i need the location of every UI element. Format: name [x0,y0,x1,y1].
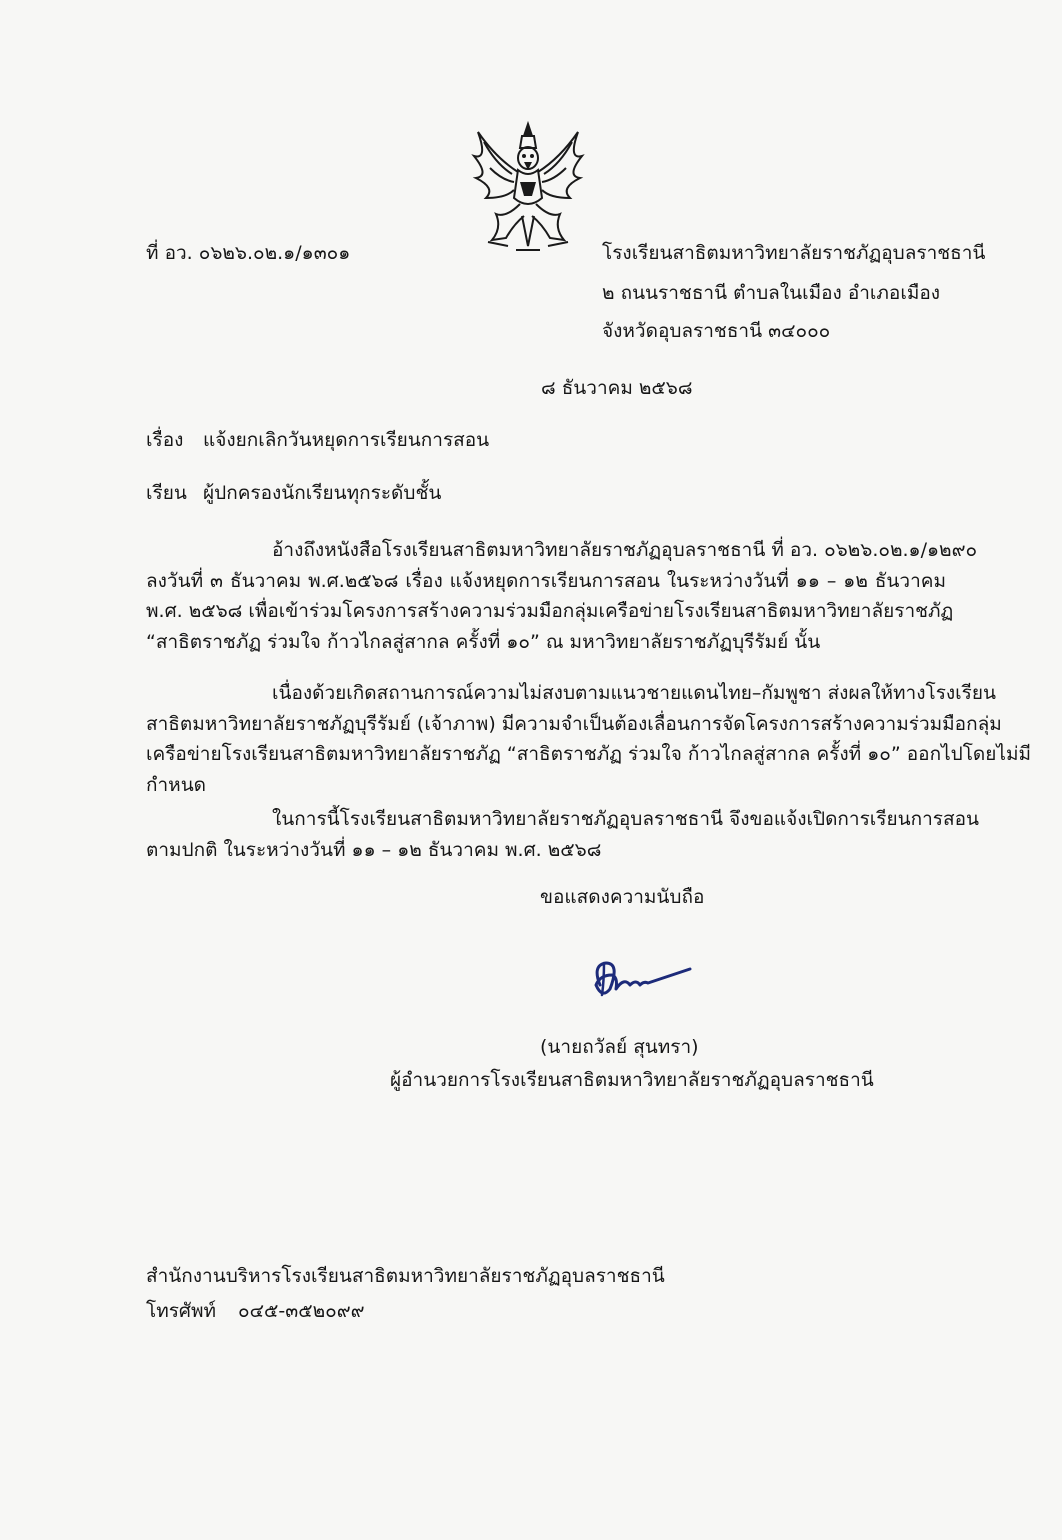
signature-mark [586,955,696,1005]
signer-title: ผู้อำนวยการโรงเรียนสาธิตมหาวิทยาลัยราชภัฏอุบลราชธานี [390,1069,874,1091]
paragraph-2-line: สาธิตมหาวิทยาลัยราชภัฏบุรีรัมย์ (เจ้าภาพ) มีความจำเป็นต้องเลื่อนการจัดโครงการสร้างความร่วมมือกลุ่ม [146,712,1002,735]
recipient-text: ผู้ปกครองนักเรียนทุกระดับชั้น [203,482,442,504]
phone-label: โทรศัพท์ [146,1300,217,1322]
body-paragraph-3 [146,804,979,865]
paragraph-3-line: ในการนี้โรงเรียนสาธิตมหาวิทยาลัยราชภัฏอุบลราชธานี จึงขอแจ้งเปิดการเรียนการสอน [272,808,979,830]
paragraph-2-line: เครือข่ายโรงเรียนสาธิตมหาวิทยาลัยราชภัฏ “สาธิตราชภัฏ ร่วมใจ ก้าวไกลสู่สากล ครั้งที่ ๑๐” ออกไปโดยไม่มี [146,743,1031,765]
paragraph-1-line: อ้างถึงหนังสือโรงเรียนสาธิตมหาวิทยาลัยราชภัฏอุบลราชธานี ที่ อว. ๐๖๒๖.๐๒.๑/๑๒๙๐ [272,539,978,561]
paragraph-2-line: กำหนด [146,773,207,796]
recipient-label: เรียน [146,482,187,504]
sender-address-line-1: โรงเรียนสาธิตมหาวิทยาลัยราชภัฏอุบลราชธานี [602,242,986,264]
sender-address-line-3: จังหวัดอุบลราชธานี ๓๔๐๐๐ [602,320,831,342]
body-paragraph-2 [146,678,1031,800]
letter-date: ๘ ธันวาคม ๒๕๖๘ [541,377,693,399]
paragraph-1-line: พ.ศ. ๒๕๖๘ เพื่อเข้าร่วมโครงการสร้างความร่วมมือกลุ่มเครือข่ายโรงเรียนสาธิตมหาวิทยาลัยราชภัฏ [146,600,954,622]
subject-label: เรื่อง [146,429,184,451]
document-number: ที่ อว. ๐๖๒๖.๐๒.๑/๑๓๐๑ [146,242,351,264]
garuda-emblem-icon [466,118,590,258]
paragraph-2-line: เนื่องด้วยเกิดสถานการณ์ความไม่สงบตามแนวชายแดนไทย–กัมพูชา ส่งผลให้ทางโรงเรียน [272,682,997,704]
closing-text: ขอแสดงความนับถือ [540,886,705,908]
paragraph-3-line: ตามปกติ ในระหว่างวันที่ ๑๑ – ๑๒ ธันวาคม พ.ศ. ๒๕๖๘ [146,838,602,861]
phone-number: ๐๔๕-๓๕๒๐๙๙ [238,1300,365,1322]
sender-address-line-2: ๒ ถนนราชธานี ตำบลในเมือง อำเภอเมือง [602,282,941,304]
footer-phone [146,1298,365,1324]
paragraph-1-line: ลงวันที่ ๓ ธันวาคม พ.ศ.๒๕๖๘ เรื่อง แจ้งหยุดการเรียนการสอน ในระหว่างวันที่ ๑๑ – ๑๒ ธันวาคม [146,569,946,592]
subject-text: แจ้งยกเลิกวันหยุดการเรียนการสอน [203,429,490,451]
signer-name: (นายถวัลย์ สุนทรา) [540,1036,699,1058]
body-paragraph-1 [146,535,978,657]
paragraph-1-line: “สาธิตราชภัฏ ร่วมใจ ก้าวไกลสู่สากล ครั้งที่ ๑๐” ณ มหาวิทยาลัยราชภัฏบุรีรัมย์ นั้น [146,630,821,653]
footer-office: สำนักงานบริหารโรงเรียนสาธิตมหาวิทยาลัยราชภัฏอุบลราชธานี [146,1265,665,1287]
